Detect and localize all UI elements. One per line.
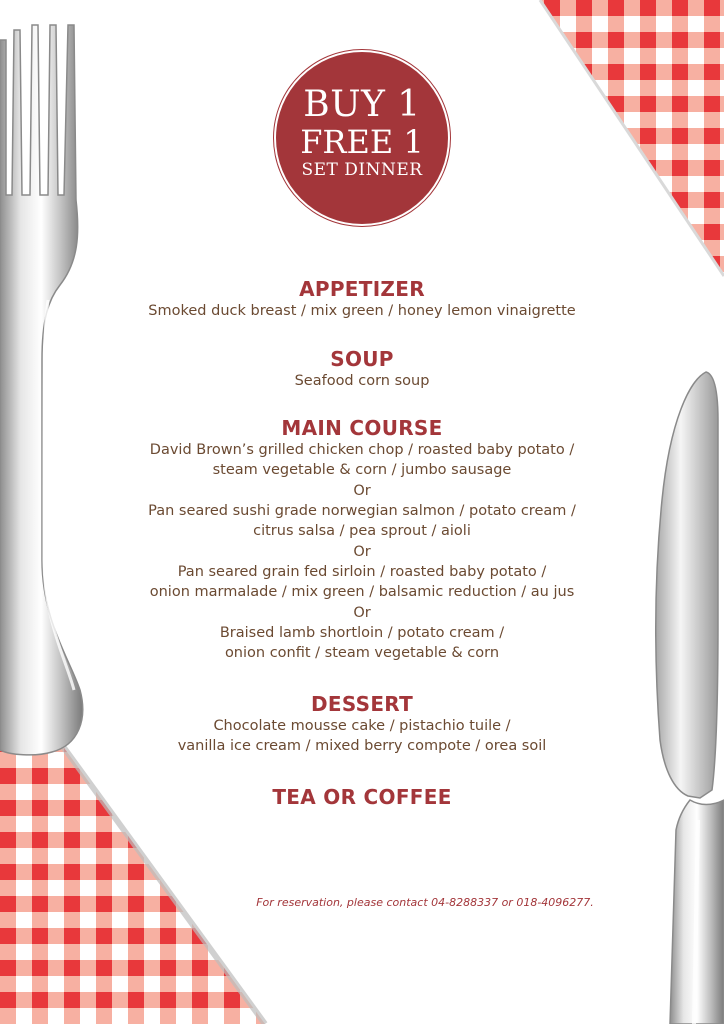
main-option-1-line-1: David Brown’s grilled chicken chop / roasted baby potato / [149,442,575,458]
fork-icon [0,25,83,755]
badge-line-3: SET DINNER [301,160,423,180]
main-option-3-line-1: Pan seared grain fed sirloin / roasted baby potato / [177,564,547,580]
dessert-line-2: vanilla ice cream / mixed berry compote / orea soil [177,737,547,754]
main-option-2-line-2: citrus salsa / pea sprout / aioli [253,522,471,539]
menu-content [120,276,604,810]
main-course-title: MAIN COURSE [281,416,443,440]
drinks-title: TEA OR COFFEE [272,785,452,809]
badge-line-2: FREE 1 [300,123,424,161]
or-separator: Or [353,544,371,560]
badge-line-1: BUY 1 [303,84,421,125]
or-separator: Or [353,483,371,499]
main-option-4-line-1: Braised lamb shortloin / potato cream / [219,625,505,641]
soup-title: SOUP [330,346,394,371]
appetizer-item: Smoked duck breast / mix green / honey lemon vinaigrette [148,303,576,319]
or-separator: Or [353,605,371,621]
dessert-line-1: Chocolate mousse cake / pistachio tuile / [213,718,511,734]
knife-icon [656,372,724,1024]
reservation-note: For reservation, please contact 04-8288337 or 018-4096277. [256,896,594,909]
main-option-1-line-2: steam vegetable & corn / jumbo sausage [212,461,512,478]
dessert-title: DESSERT [310,692,414,716]
main-option-3-line-2: onion marmalade / mix green / balsamic reduction / au jus [149,583,575,600]
soup-item: Seafood corn soup [294,372,430,389]
promo-badge [276,52,448,224]
appetizer-title: APPETIZER [299,277,425,301]
main-option-4-line-2: onion confit / steam vegetable & corn [224,644,500,661]
main-option-2-line-1: Pan seared sushi grade norwegian salmon / potato cream / [148,503,576,519]
